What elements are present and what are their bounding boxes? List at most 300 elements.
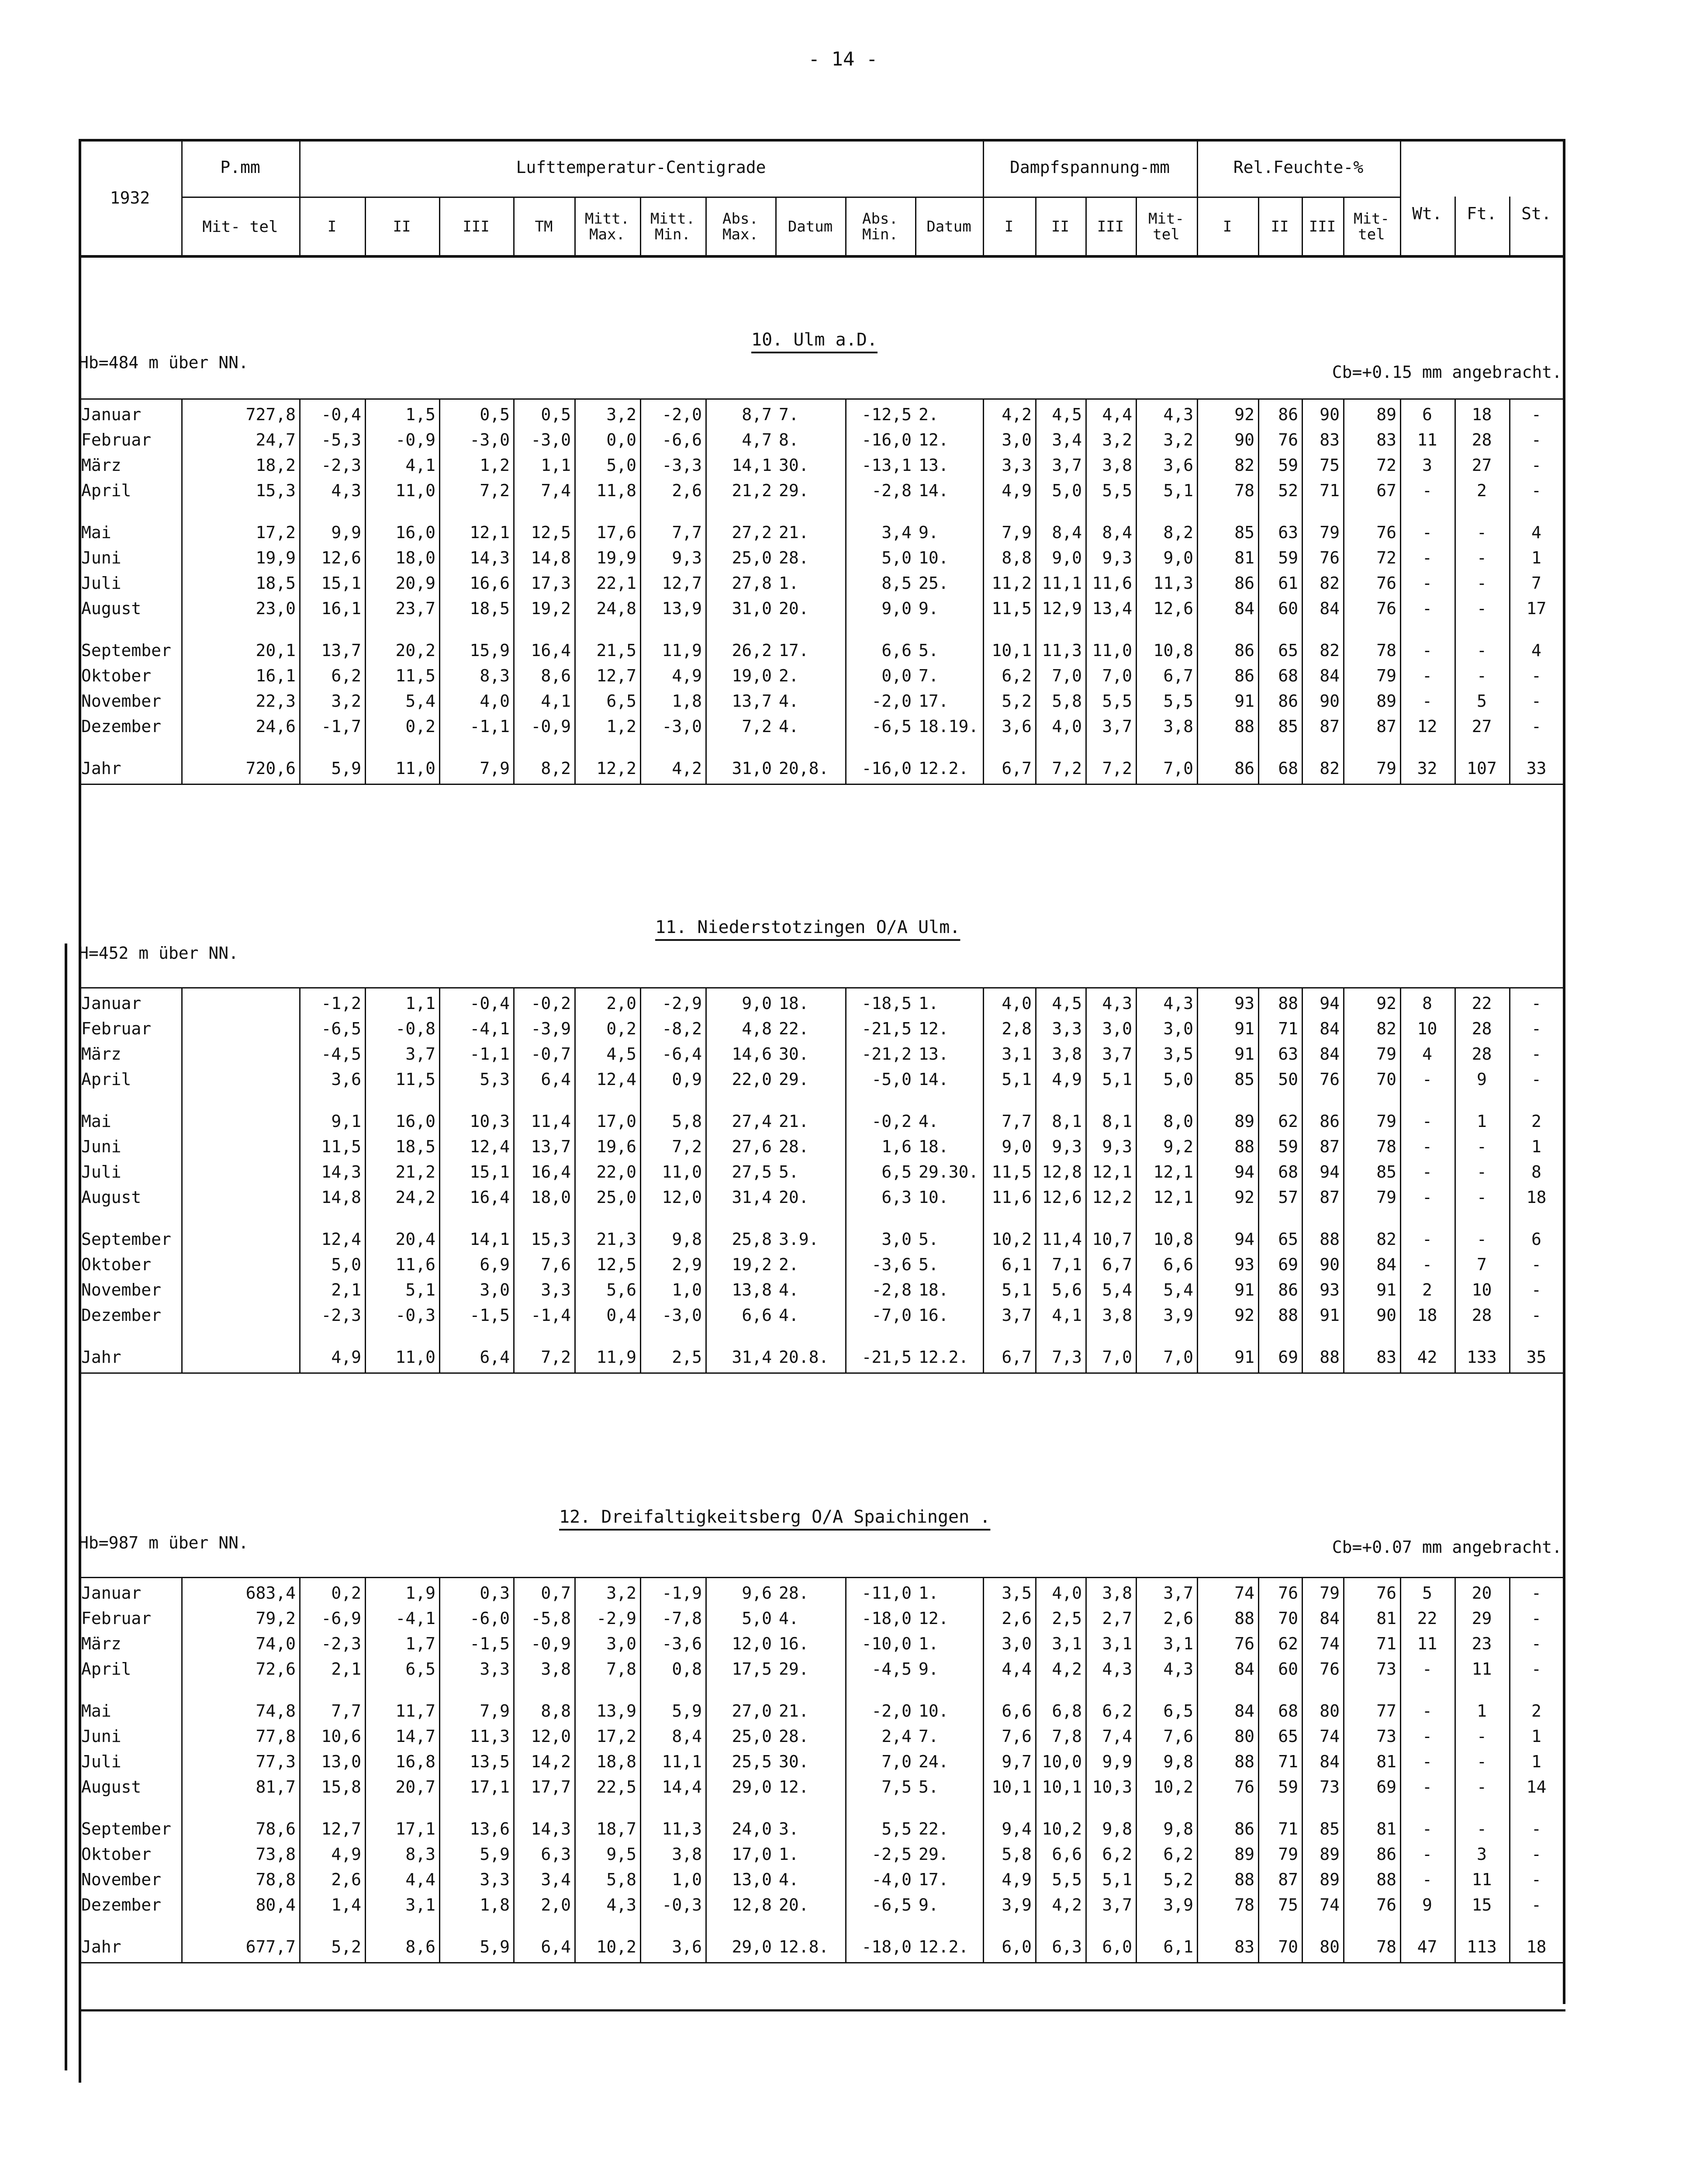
table-cell: 9,6 xyxy=(742,1583,772,1603)
table-cell: 4,9 xyxy=(1002,1870,1032,1889)
table-cell: 84 xyxy=(1320,1044,1340,1064)
table-cell: 4,9 xyxy=(1052,1070,1082,1089)
table-cell: 85 xyxy=(1234,1070,1254,1089)
table-cell: 16,1 xyxy=(321,599,361,618)
table-cell: 2,6 xyxy=(672,481,702,500)
table-cell: 3,7 xyxy=(1163,1583,1193,1603)
table-cell: 11,6 xyxy=(395,1255,435,1274)
table-cell: 91 xyxy=(1234,1044,1254,1064)
month-label: November xyxy=(81,1280,162,1299)
table-cell: 9,3 xyxy=(1102,548,1132,567)
humidity-col-3: Mit- tel xyxy=(1354,210,1389,243)
month-label: Dezember xyxy=(81,717,162,736)
table-cell: 11,5 xyxy=(992,1162,1032,1182)
table-cell: 86 xyxy=(1278,691,1298,711)
table-cell: 82 xyxy=(1320,641,1340,660)
table-cell: 4,2 xyxy=(1002,405,1032,424)
table-cell: -21,5 xyxy=(861,1019,912,1038)
table-cell: 17,2 xyxy=(256,523,296,542)
table-cell: 11,1 xyxy=(1042,574,1082,593)
table-cell: 3,0 xyxy=(1163,1019,1193,1038)
table-cell: - xyxy=(1422,1137,1432,1156)
table-cell: 3,7 xyxy=(405,1044,435,1064)
table-cell: 18 xyxy=(1472,405,1492,424)
table-cell: 0,2 xyxy=(606,1019,636,1038)
table-cell xyxy=(181,1159,299,1185)
table-cell: 5,8 xyxy=(1002,1845,1032,1864)
table-cell: 11,0 xyxy=(395,481,435,500)
table-cell: 5,1 xyxy=(1002,1280,1032,1299)
table-cell: 8. xyxy=(779,430,799,449)
table-cell: 8 xyxy=(1422,994,1432,1013)
table-cell: 16,0 xyxy=(395,1112,435,1131)
table-cell: 19,9 xyxy=(596,548,636,567)
humidity-col-0: I xyxy=(1223,218,1232,236)
table-cell: 11 xyxy=(1417,1634,1437,1653)
table-cell: 7,4 xyxy=(541,481,571,500)
table-cell: 4 xyxy=(1531,641,1541,660)
table-cell: -4,1 xyxy=(395,1609,435,1628)
table-cell: 75 xyxy=(1278,1895,1298,1914)
table-cell: 9,0 xyxy=(742,994,772,1013)
table-cell: 15,1 xyxy=(321,574,361,593)
table-cell: 8,4 xyxy=(1052,523,1082,542)
table-cell: 16,6 xyxy=(470,574,510,593)
table-cell: 28. xyxy=(779,1727,809,1746)
table-cell: 4 xyxy=(1422,1044,1432,1064)
table-cell: 4,3 xyxy=(1163,1659,1193,1679)
table-cell: 20,4 xyxy=(395,1230,435,1249)
table-cell: -18,5 xyxy=(861,994,912,1013)
table-row xyxy=(79,596,1565,621)
month-label: März xyxy=(81,1634,121,1653)
table-cell: 9,8 xyxy=(672,1230,702,1249)
table-cell: 720,6 xyxy=(245,759,296,778)
table-cell: 85 xyxy=(1320,1819,1340,1838)
table-row xyxy=(79,1227,1565,1252)
table-cell: 8,6 xyxy=(541,666,571,685)
table-cell: 11,5 xyxy=(992,599,1032,618)
table-cell: - xyxy=(1422,599,1432,618)
table-cell: 11,6 xyxy=(992,1188,1032,1207)
table-cell: - xyxy=(1531,430,1541,449)
table-cell: 14. xyxy=(919,1070,949,1089)
table-cell: 12,8 xyxy=(1042,1162,1082,1182)
table-cell: -5,3 xyxy=(321,430,361,449)
table-cell: -5,0 xyxy=(871,1070,912,1089)
table-cell: 3,3 xyxy=(1052,1019,1082,1038)
table-cell: 18,2 xyxy=(256,456,296,475)
table-row xyxy=(79,1892,1565,1918)
table-cell: 1,4 xyxy=(331,1895,361,1914)
table-cell: 86 xyxy=(1376,1845,1396,1864)
altitude-label: H=452 m über NN. xyxy=(79,943,239,963)
table-row xyxy=(79,427,1565,453)
table-cell: 10,0 xyxy=(1042,1752,1082,1771)
table-cell: 7,2 xyxy=(1052,759,1082,778)
table-cell: 5,5 xyxy=(881,1819,912,1838)
table-cell: 9,5 xyxy=(606,1845,636,1864)
table-cell: - xyxy=(1531,1845,1541,1864)
table-cell: 12,6 xyxy=(321,548,361,567)
table-cell: -0,2 xyxy=(531,994,571,1013)
table-row xyxy=(79,478,1565,503)
table-cell: 3,1 xyxy=(405,1895,435,1914)
table-cell: 86 xyxy=(1278,405,1298,424)
table-cell: 7,8 xyxy=(1052,1727,1082,1746)
table-cell: 0,0 xyxy=(606,430,636,449)
table-cell: 20. xyxy=(779,1188,809,1207)
table-cell: -2,0 xyxy=(662,405,702,424)
table-cell: 91 xyxy=(1234,1280,1254,1299)
table-cell: 8,5 xyxy=(881,574,912,593)
table-cell: - xyxy=(1531,1634,1541,1653)
table-cell: 94 xyxy=(1320,994,1340,1013)
table-cell: - xyxy=(1531,1609,1541,1628)
table-cell: 3,1 xyxy=(1052,1634,1082,1653)
table-row xyxy=(79,1185,1565,1210)
table-cell: 61 xyxy=(1278,574,1298,593)
table-cell: -3,0 xyxy=(662,717,702,736)
table-cell: 20,1 xyxy=(256,641,296,660)
table-cell: 4,3 xyxy=(606,1895,636,1914)
table-cell: 9. xyxy=(919,599,939,618)
table-cell: 78,6 xyxy=(256,1819,296,1838)
table-cell: - xyxy=(1422,1162,1432,1182)
table-cell: 28 xyxy=(1472,1019,1492,1038)
table-cell: 12.2. xyxy=(919,1937,969,1956)
table-cell: 14,3 xyxy=(531,1819,571,1838)
month-label: Januar xyxy=(81,405,142,424)
table-cell: 16,1 xyxy=(256,666,296,685)
table-cell: 22,0 xyxy=(732,1070,772,1089)
precip-group-label: P.mm xyxy=(220,158,260,177)
table-cell: -0,2 xyxy=(871,1112,912,1131)
table-cell: 88 xyxy=(1234,717,1254,736)
table-cell: -0,3 xyxy=(395,1306,435,1325)
table-cell: 3,1 xyxy=(1002,1044,1032,1064)
table-cell: 27 xyxy=(1472,456,1492,475)
table-cell: 19,6 xyxy=(596,1137,636,1156)
table-cell: 11,1 xyxy=(662,1752,702,1771)
correction-label: Cb=+0.15 mm angebracht. xyxy=(1332,363,1562,382)
table-cell: 5,5 xyxy=(1052,1870,1082,1889)
table-cell: 4,8 xyxy=(742,1019,772,1038)
table-cell: 5,8 xyxy=(606,1870,636,1889)
table-cell: 26,2 xyxy=(732,641,772,660)
table-row xyxy=(79,1277,1565,1303)
table-cell: 17. xyxy=(919,691,949,711)
table-cell: 6,5 xyxy=(881,1162,912,1182)
table-cell: 13,7 xyxy=(321,641,361,660)
table-cell: 7,0 xyxy=(881,1752,912,1771)
table-cell: 9,0 xyxy=(1163,548,1193,567)
table-cell: 11,5 xyxy=(395,1070,435,1089)
table-cell: 17,0 xyxy=(596,1112,636,1131)
table-cell: 4. xyxy=(779,691,799,711)
table-cell: 77,3 xyxy=(256,1752,296,1771)
table-cell: 74 xyxy=(1320,1634,1340,1653)
table-cell: 3,0 xyxy=(480,1280,510,1299)
table-cell: 5,9 xyxy=(672,1701,702,1721)
table-cell: 20 xyxy=(1472,1583,1492,1603)
table-cell: 20. xyxy=(779,599,809,618)
table-cell: 5,0 xyxy=(606,456,636,475)
section-table-top xyxy=(79,1577,1565,1578)
table-cell: 14,3 xyxy=(321,1162,361,1182)
year-total-row xyxy=(79,1344,1565,1370)
table-cell: 4,4 xyxy=(405,1870,435,1889)
table-cell: 87 xyxy=(1278,1870,1298,1889)
table-row xyxy=(79,1749,1565,1774)
table-cell: 4,2 xyxy=(1052,1895,1082,1914)
table-cell: 24,8 xyxy=(596,599,636,618)
table-cell: 11 xyxy=(1472,1870,1492,1889)
table-cell: 9 xyxy=(1477,1070,1487,1089)
table-cell: 20,8. xyxy=(779,759,829,778)
month-label: Februar xyxy=(81,1019,152,1038)
table-cell: 76 xyxy=(1376,574,1396,593)
table-cell: 60 xyxy=(1278,599,1298,618)
month-label: Juni xyxy=(81,1137,121,1156)
table-cell: 24. xyxy=(919,1752,949,1771)
table-cell: 28 xyxy=(1472,1306,1492,1325)
table-cell: 3,4 xyxy=(881,523,912,542)
table-cell xyxy=(181,991,299,1016)
table-cell: 7,7 xyxy=(672,523,702,542)
table-cell: 13,4 xyxy=(1092,599,1132,618)
table-cell: -6,5 xyxy=(321,1019,361,1038)
table-cell: 12.2. xyxy=(919,1348,969,1367)
table-cell: 2,8 xyxy=(1002,1019,1032,1038)
table-cell: 5,2 xyxy=(1163,1870,1193,1889)
table-cell: 5,6 xyxy=(1052,1280,1082,1299)
table-cell: 16,4 xyxy=(531,1162,571,1182)
table-cell: 12,2 xyxy=(596,759,636,778)
table-cell xyxy=(181,1252,299,1277)
table-cell: 69 xyxy=(1278,1255,1298,1274)
table-cell: 3,3 xyxy=(480,1659,510,1679)
table-cell: 6,3 xyxy=(881,1188,912,1207)
table-cell: -3,3 xyxy=(662,456,702,475)
table-cell: -0,9 xyxy=(531,717,571,736)
table-cell: 82 xyxy=(1376,1230,1396,1249)
table-cell: - xyxy=(1477,641,1487,660)
table-cell: 4,9 xyxy=(1002,481,1032,500)
table-cell: 83 xyxy=(1320,430,1340,449)
table-cell: -2,0 xyxy=(871,691,912,711)
table-cell: - xyxy=(1531,1306,1541,1325)
table-cell: 4,9 xyxy=(331,1845,361,1864)
table-cell: -3,0 xyxy=(531,430,571,449)
table-cell: 5,6 xyxy=(606,1280,636,1299)
table-cell: 21. xyxy=(779,1701,809,1721)
table-cell: 1 xyxy=(1477,1112,1487,1131)
table-cell: 74 xyxy=(1320,1727,1340,1746)
table-cell: 42 xyxy=(1417,1348,1437,1367)
table-cell: 0,3 xyxy=(480,1583,510,1603)
table-cell: 27 xyxy=(1472,717,1492,736)
table-cell: 18,0 xyxy=(531,1188,571,1207)
table-cell: - xyxy=(1422,1112,1432,1131)
table-cell: 9,3 xyxy=(1102,1137,1132,1156)
table-cell: 69 xyxy=(1376,1777,1396,1797)
table-cell: 6,7 xyxy=(1163,666,1193,685)
table-cell: 10. xyxy=(919,1188,949,1207)
table-cell: 3,7 xyxy=(1002,1306,1032,1325)
table-cell: 28 xyxy=(1472,430,1492,449)
table-cell: 0,0 xyxy=(881,666,912,685)
table-cell: 1,1 xyxy=(405,994,435,1013)
table-cell: 7,0 xyxy=(1052,666,1082,685)
table-cell: 1,2 xyxy=(606,717,636,736)
table-cell: 85 xyxy=(1234,523,1254,542)
table-cell: -2,3 xyxy=(321,456,361,475)
table-cell: 6,2 xyxy=(1163,1845,1193,1864)
table-cell: 80 xyxy=(1320,1701,1340,1721)
table-cell: -5,8 xyxy=(531,1609,571,1628)
table-row xyxy=(79,520,1565,545)
table-cell: 4,2 xyxy=(672,759,702,778)
table-cell: 30. xyxy=(779,1752,809,1771)
table-row xyxy=(79,1842,1565,1867)
table-cell: 5,8 xyxy=(1052,691,1082,711)
table-cell: 57 xyxy=(1278,1188,1298,1207)
table-row xyxy=(79,545,1565,570)
table-cell: 29,0 xyxy=(732,1777,772,1797)
table-cell: -0,4 xyxy=(321,405,361,424)
table-cell: 13,7 xyxy=(732,691,772,711)
table-cell: 1,8 xyxy=(672,691,702,711)
table-cell: 6,0 xyxy=(1002,1937,1032,1956)
table-cell: 16,0 xyxy=(395,523,435,542)
table-cell: 81,7 xyxy=(256,1777,296,1797)
table-cell: -6,5 xyxy=(871,717,912,736)
table-row xyxy=(79,1134,1565,1159)
table-cell: 65 xyxy=(1278,1230,1298,1249)
table-cell: -1,1 xyxy=(470,717,510,736)
table-cell: 3,6 xyxy=(331,1070,361,1089)
table-cell: 73,8 xyxy=(256,1845,296,1864)
table-cell: -2,5 xyxy=(871,1845,912,1864)
table-cell: 27,5 xyxy=(732,1162,772,1182)
table-cell: 25. xyxy=(919,574,949,593)
section-table-bottom xyxy=(79,784,1565,785)
table-cell: 6,7 xyxy=(1002,1348,1032,1367)
table-cell: 6,5 xyxy=(1163,1701,1193,1721)
table-cell: 10,2 xyxy=(1153,1777,1193,1797)
table-cell: 1. xyxy=(919,1583,939,1603)
table-cell: 0,2 xyxy=(331,1583,361,1603)
table-cell: 3,3 xyxy=(541,1280,571,1299)
table-cell: 2. xyxy=(779,1255,799,1274)
table-cell: 29 xyxy=(1472,1609,1492,1628)
table-cell: - xyxy=(1422,1727,1432,1746)
table-cell: 7,2 xyxy=(742,717,772,736)
table-cell: 12,1 xyxy=(1153,1188,1193,1207)
table-cell: 18 xyxy=(1417,1306,1437,1325)
month-label: November xyxy=(81,1870,162,1889)
table-cell xyxy=(181,1041,299,1067)
table-cell: 91 xyxy=(1320,1306,1340,1325)
table-cell: 5,5 xyxy=(1102,691,1132,711)
table-cell: -0,3 xyxy=(662,1895,702,1914)
table-cell: -2,3 xyxy=(321,1306,361,1325)
other-col-0: Wt. xyxy=(1412,204,1442,224)
month-label: Juli xyxy=(81,1752,121,1771)
table-cell: 74,0 xyxy=(256,1634,296,1653)
table-cell xyxy=(181,1109,299,1134)
table-cell: 6 xyxy=(1531,1230,1541,1249)
table-cell: 12,5 xyxy=(531,523,571,542)
table-cell: 71 xyxy=(1278,1019,1298,1038)
table-cell: 7. xyxy=(919,1727,939,1746)
month-label: November xyxy=(81,691,162,711)
table-cell: 4. xyxy=(779,1306,799,1325)
table-cell: 12,2 xyxy=(1092,1188,1132,1207)
table-cell: 94 xyxy=(1320,1162,1340,1182)
table-cell: 5,2 xyxy=(331,1937,361,1956)
table-cell: 76 xyxy=(1278,1583,1298,1603)
table-cell: 50 xyxy=(1278,1070,1298,1089)
table-cell: 59 xyxy=(1278,1777,1298,1797)
table-cell: - xyxy=(1477,666,1487,685)
table-cell: 3,7 xyxy=(1102,1895,1132,1914)
table-cell: 11,2 xyxy=(992,574,1032,593)
table-cell: 0,4 xyxy=(606,1306,636,1325)
table-cell: 3,4 xyxy=(541,1870,571,1889)
table-cell: 7,2 xyxy=(672,1137,702,1156)
table-cell: 6,1 xyxy=(1163,1937,1193,1956)
table-cell: -1,4 xyxy=(531,1306,571,1325)
table-cell: 4,1 xyxy=(1052,1306,1082,1325)
table-cell: 5,5 xyxy=(1163,691,1193,711)
year-total-row xyxy=(79,1934,1565,1959)
table-cell: -7,0 xyxy=(871,1306,912,1325)
table-cell xyxy=(181,1185,299,1210)
table-cell: 4,0 xyxy=(1002,994,1032,1013)
table-cell: 10,1 xyxy=(1042,1777,1082,1797)
table-cell: 86 xyxy=(1234,666,1254,685)
table-cell: 1 xyxy=(1477,1701,1487,1721)
table-cell: 60 xyxy=(1278,1659,1298,1679)
table-cell: 17. xyxy=(779,641,809,660)
table-row xyxy=(79,1698,1565,1724)
table-cell: 9,8 xyxy=(1163,1819,1193,1838)
table-cell: 22. xyxy=(919,1819,949,1838)
table-cell: 28 xyxy=(1472,1044,1492,1064)
table-cell: - xyxy=(1477,1727,1487,1746)
table-cell: 15,8 xyxy=(321,1777,361,1797)
table-cell: 77,8 xyxy=(256,1727,296,1746)
table-cell: 3,6 xyxy=(672,1937,702,1956)
table-cell: 72,6 xyxy=(256,1659,296,1679)
table-cell: -2,9 xyxy=(596,1609,636,1628)
table-cell: 74,8 xyxy=(256,1701,296,1721)
month-label: Januar xyxy=(81,1583,142,1603)
table-cell: 4,4 xyxy=(1102,405,1132,424)
table-cell: 2,6 xyxy=(1163,1609,1193,1628)
table-cell: 14 xyxy=(1526,1777,1547,1797)
table-cell: 7,8 xyxy=(606,1659,636,1679)
table-cell: 5 xyxy=(1422,1583,1432,1603)
table-cell: - xyxy=(1477,574,1487,593)
table-cell: 85 xyxy=(1376,1162,1396,1182)
table-cell: 8,2 xyxy=(541,759,571,778)
table-cell: 78 xyxy=(1234,481,1254,500)
table-cell: 13,0 xyxy=(321,1752,361,1771)
table-cell: 84 xyxy=(1320,1019,1340,1038)
